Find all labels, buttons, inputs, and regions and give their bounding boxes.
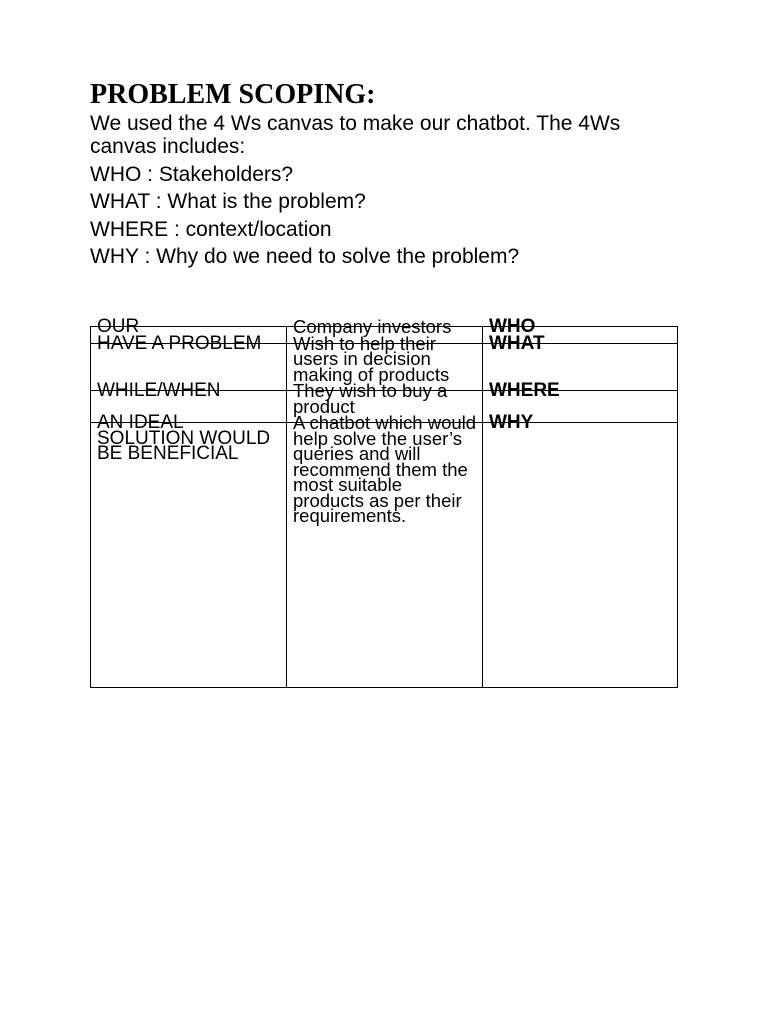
row-tag: WHAT [489, 332, 545, 354]
intro-line-1: We used the 4 Ws canvas to make our chatbot. The 4Ws [90, 112, 621, 135]
intro-who: WHO : Stakeholders? [90, 162, 294, 186]
row-label: OUR [97, 316, 140, 337]
table-row [91, 423, 678, 688]
intro-why: WHY : Why do we need to solve the problem? [90, 245, 520, 268]
intro-where: WHERE : context/location [90, 217, 332, 241]
row-label: WHILE/WHEN [97, 380, 221, 401]
intro-what: WHAT : What is the problem? [90, 190, 366, 213]
row-description: Company investors [293, 316, 452, 337]
row-description: Wish to help their users in decision making of products [293, 332, 450, 385]
table-cell-label [91, 412, 287, 688]
row-description: A chatbot which would help solve the user’s queries and will recommend them the most suitable products as per their requirements. [293, 412, 477, 526]
row-tag: WHERE [489, 380, 560, 401]
row-label: AN IDEAL SOLUTION WOULD BE BENEFICIAL [97, 412, 271, 464]
intro-line-2: canvas includes: [90, 135, 246, 158]
page-title: PROBLEM SCOPING: [90, 79, 376, 110]
table-cell-description [287, 412, 483, 688]
four-ws-canvas-table [90, 316, 678, 688]
row-description: They wish to buy a product [293, 380, 448, 417]
intro-section [90, 114, 690, 271]
row-tag: WHY [489, 412, 534, 433]
row-label: HAVE A PROBLEM [97, 332, 262, 354]
row-tag: WHO [489, 316, 536, 337]
table-cell-tag [483, 412, 678, 688]
